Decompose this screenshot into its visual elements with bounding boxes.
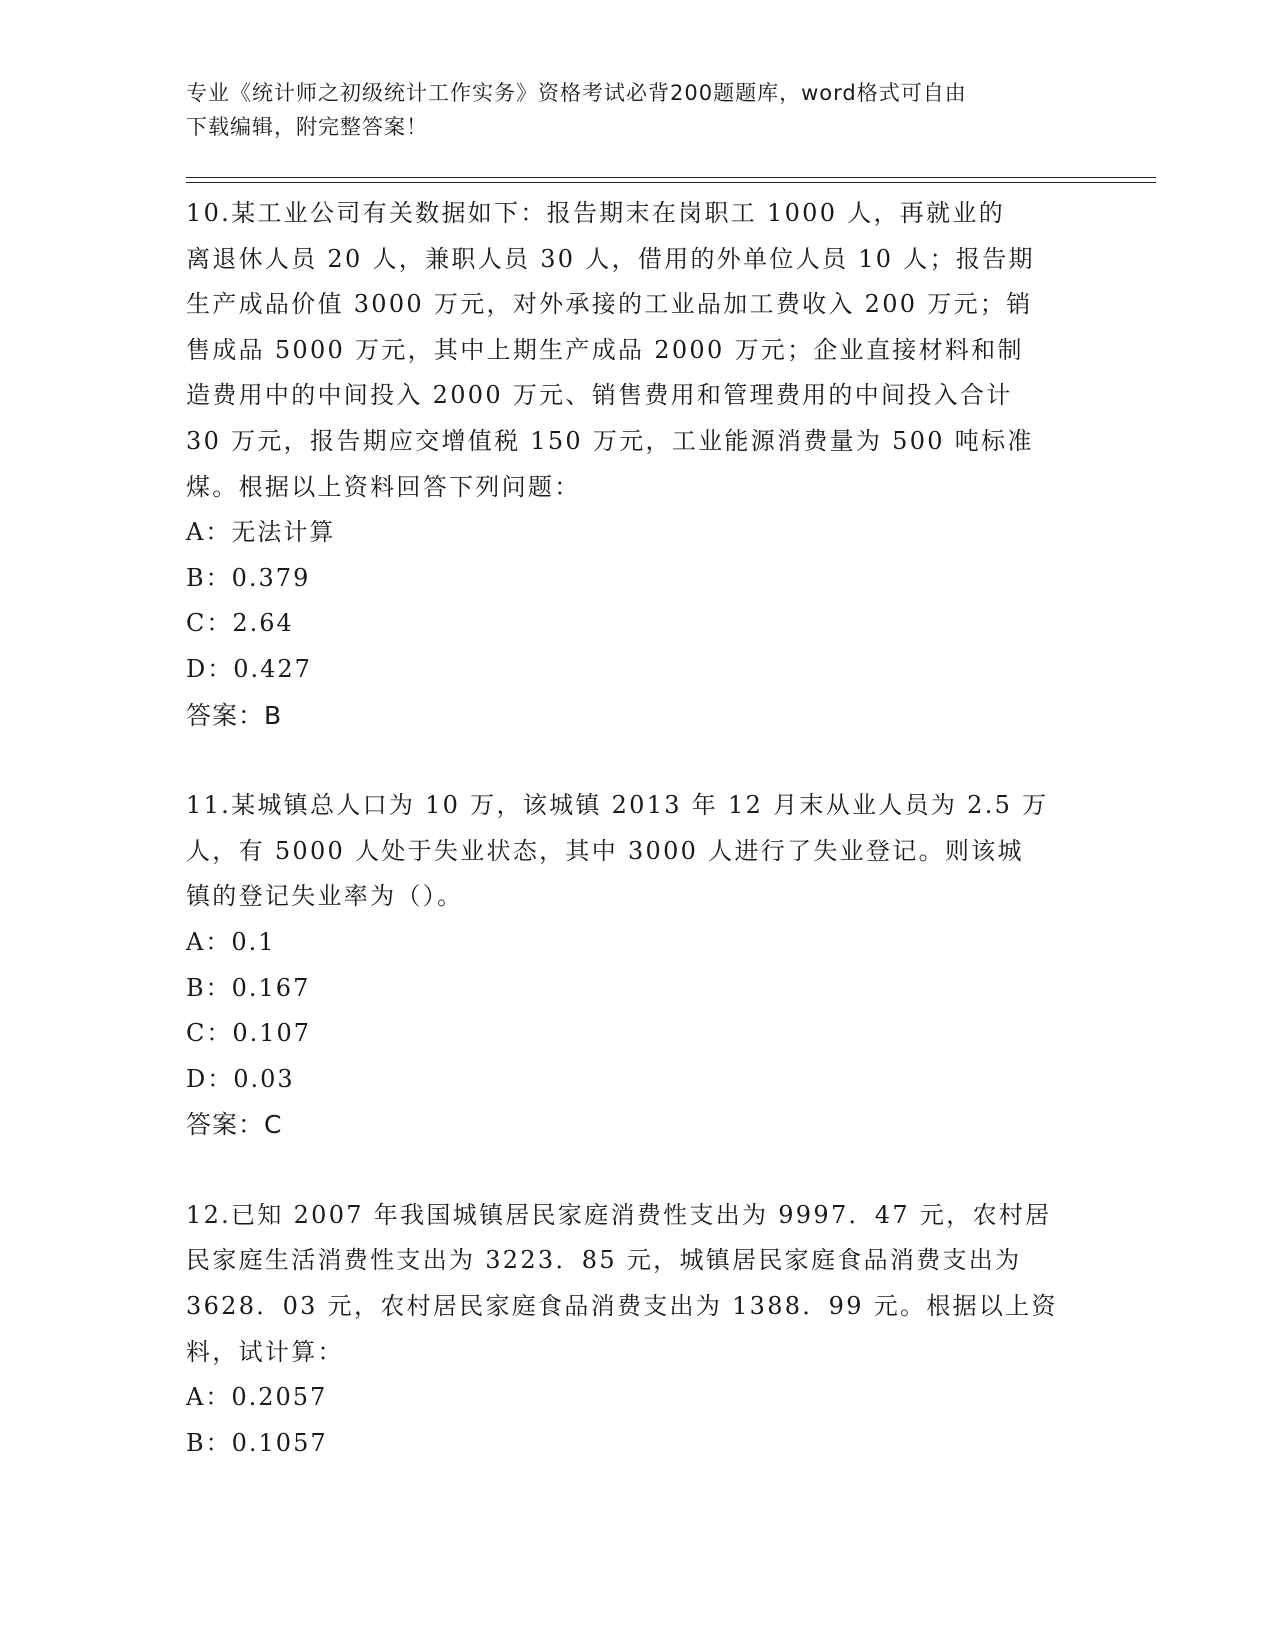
option-b: B：0.167	[186, 973, 311, 1002]
header-line-1: 专业《统计师之初级统计工作实务》资格考试必背200题题库，word格式可自由	[186, 81, 967, 105]
question-line: 3628．03 元，农村居民家庭食品消费支出为 1388．99 元。根据以上资	[186, 1292, 1058, 1321]
answer-label: 答案：C	[186, 1110, 283, 1140]
header-divider-top	[186, 177, 1156, 178]
question-text	[186, 783, 1086, 920]
question-line: 民家庭生活消费性支出为 3223．85 元，城镇居民家庭食品消费支出为	[186, 1246, 1022, 1275]
question-line: 料，试计算：	[186, 1337, 344, 1366]
option-d: D：0.427	[186, 654, 312, 683]
question-text	[186, 191, 1086, 510]
question-line: 煤。根据以上资料回答下列问题：	[186, 472, 581, 501]
option-c: C：2.64	[186, 609, 294, 638]
option-a: A：0.2057	[186, 1383, 328, 1412]
question-line: 生产成品价值 3000 万元，对外承接的工业品加工费收入 200 万元；销	[186, 290, 1033, 319]
option-b: B：0.379	[186, 563, 311, 592]
option-a: A：0.1	[186, 927, 276, 956]
option-d: D：0.03	[186, 1064, 295, 1093]
question-line: 售成品 5000 万元，其中上期生产成品 2000 万元；企业直接材料和制	[186, 335, 1024, 364]
header-line-2: 下载编辑，附完整答案！	[186, 115, 428, 139]
option-c: C：0.107	[186, 1019, 312, 1048]
question-line: 30 万元，报告期应交增值税 150 万元，工业能源消费量为 500 吨标准	[186, 426, 1034, 455]
question-11	[186, 783, 1086, 1148]
option-a: A：无法计算	[186, 518, 336, 547]
question-line: 12.已知 2007 年我国城镇居民家庭消费性支出为 9997．47 元，农村居	[186, 1200, 1052, 1229]
question-line: 镇的登记失业率为（）。	[186, 882, 464, 911]
question-line: 11.某城镇总人口为 10 万，该城镇 2013 年 12 月末从业人员为 2.5 万	[186, 791, 1049, 820]
answer-label: 答案：B	[186, 700, 283, 730]
header-divider-bottom	[186, 182, 1156, 183]
question-text	[186, 1193, 1086, 1375]
question-12	[186, 1193, 1086, 1467]
question-spacer	[186, 738, 1086, 783]
option-b: B：0.1057	[186, 1428, 328, 1457]
question-line: 离退休人员 20 人，兼职人员 30 人，借用的外单位人员 10 人；报告期	[186, 244, 1035, 273]
question-spacer	[186, 1148, 1086, 1193]
question-line: 10.某工业公司有关数据如下：报告期末在岗职工 1000 人，再就业的	[186, 199, 1006, 227]
question-line: 人，有 5000 人处于失业状态，其中 3000 人进行了失业登记。则该城	[186, 836, 1024, 865]
document-header	[186, 76, 1076, 144]
question-10	[186, 191, 1086, 738]
question-list	[186, 191, 1086, 1466]
question-line: 造费用中的中间投入 2000 万元、销售费用和管理费用的中间投入合计	[186, 381, 1013, 410]
